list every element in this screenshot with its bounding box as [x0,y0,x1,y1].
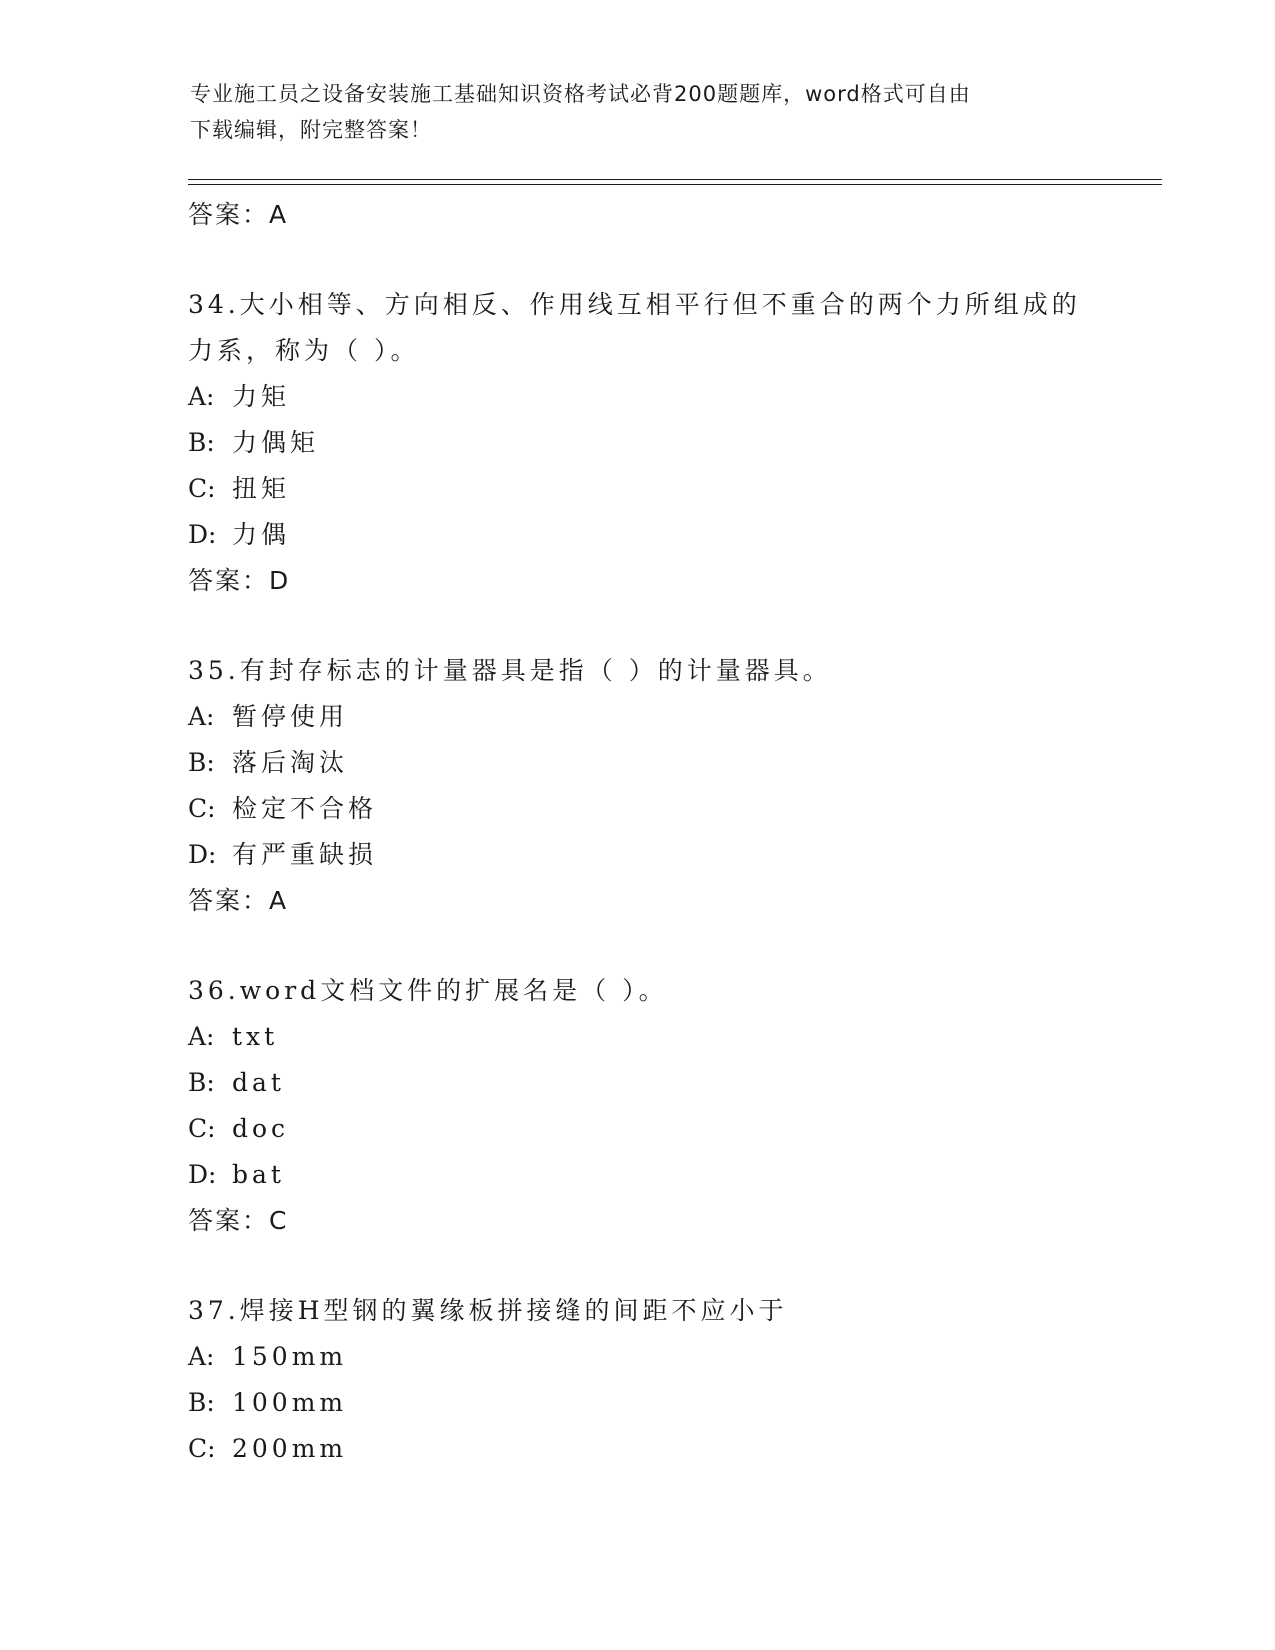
option-label: C: [188,794,216,823]
option-label: C: [188,1114,216,1143]
option-label: C: [188,1434,216,1463]
option-text: 落后淘汰 [232,748,349,777]
option-a [188,1334,1148,1380]
option-text: bat [232,1160,285,1189]
document-header [190,76,1090,148]
option-label: A: [188,1022,215,1051]
option-text: dat [232,1068,285,1097]
option-text: 150mm [232,1342,348,1371]
option-label: D: [188,1160,217,1189]
option-label: D: [188,840,217,869]
answer-line: 答案：D [188,566,291,595]
option-text: 力偶 [232,520,291,549]
answer-line: 答案：A [188,886,289,915]
question-stem-continued: 力系，称为（ ）。 [188,336,420,365]
option-label: D: [188,520,217,549]
option-text: 200mm [232,1434,348,1463]
question-stem: 36.word文档文件的扩展名是（ ）。 [188,976,668,1005]
header-divider-top [188,179,1162,180]
option-label: A: [188,702,215,731]
option-c [188,786,1148,832]
header-title-line-1: 专业施工员之设备安装施工基础知识资格考试必背200题题库，word格式可自由 [190,82,971,106]
option-a [188,374,1148,420]
option-label: A: [188,382,215,411]
question-stem: 35.有封存标志的计量器具是指（ ）的计量器具。 [188,656,832,685]
option-d [188,1152,1148,1198]
previous-answer: 答案：A [188,200,289,229]
question-37 [188,1288,1148,1472]
question-36 [188,968,1148,1244]
option-label: A: [188,1342,215,1371]
option-text: 100mm [232,1388,348,1417]
option-label: B: [188,1388,215,1417]
option-d [188,832,1148,878]
option-label: B: [188,428,215,457]
option-text: doc [232,1114,290,1143]
option-text: 检定不合格 [232,794,378,823]
question-34 [188,282,1148,604]
option-d [188,512,1148,558]
option-text: txt [232,1022,279,1051]
option-a [188,694,1148,740]
option-a [188,1014,1148,1060]
question-35 [188,648,1148,924]
header-title-line-2: 下载编辑，附完整答案！ [190,118,432,142]
option-text: 力矩 [232,382,291,411]
option-label: B: [188,748,215,777]
option-text: 暂停使用 [232,702,349,731]
option-b [188,1380,1148,1426]
option-c [188,466,1148,512]
question-list [188,192,1148,1472]
option-label: B: [188,1068,215,1097]
header-divider-bottom [188,184,1162,185]
option-c [188,1106,1148,1152]
option-text: 扭矩 [232,474,291,503]
option-b [188,740,1148,786]
option-text: 力偶矩 [232,428,320,457]
question-stem: 37.焊接H型钢的翼缘板拼接缝的间距不应小于 [188,1296,788,1325]
option-b [188,420,1148,466]
question-stem: 34.大小相等、方向相反、作用线互相平行但不重合的两个力所组成的 [188,290,1081,319]
option-label: C: [188,474,216,503]
option-b [188,1060,1148,1106]
answer-line: 答案：C [188,1206,289,1235]
option-c [188,1426,1148,1472]
option-text: 有严重缺损 [232,840,378,869]
